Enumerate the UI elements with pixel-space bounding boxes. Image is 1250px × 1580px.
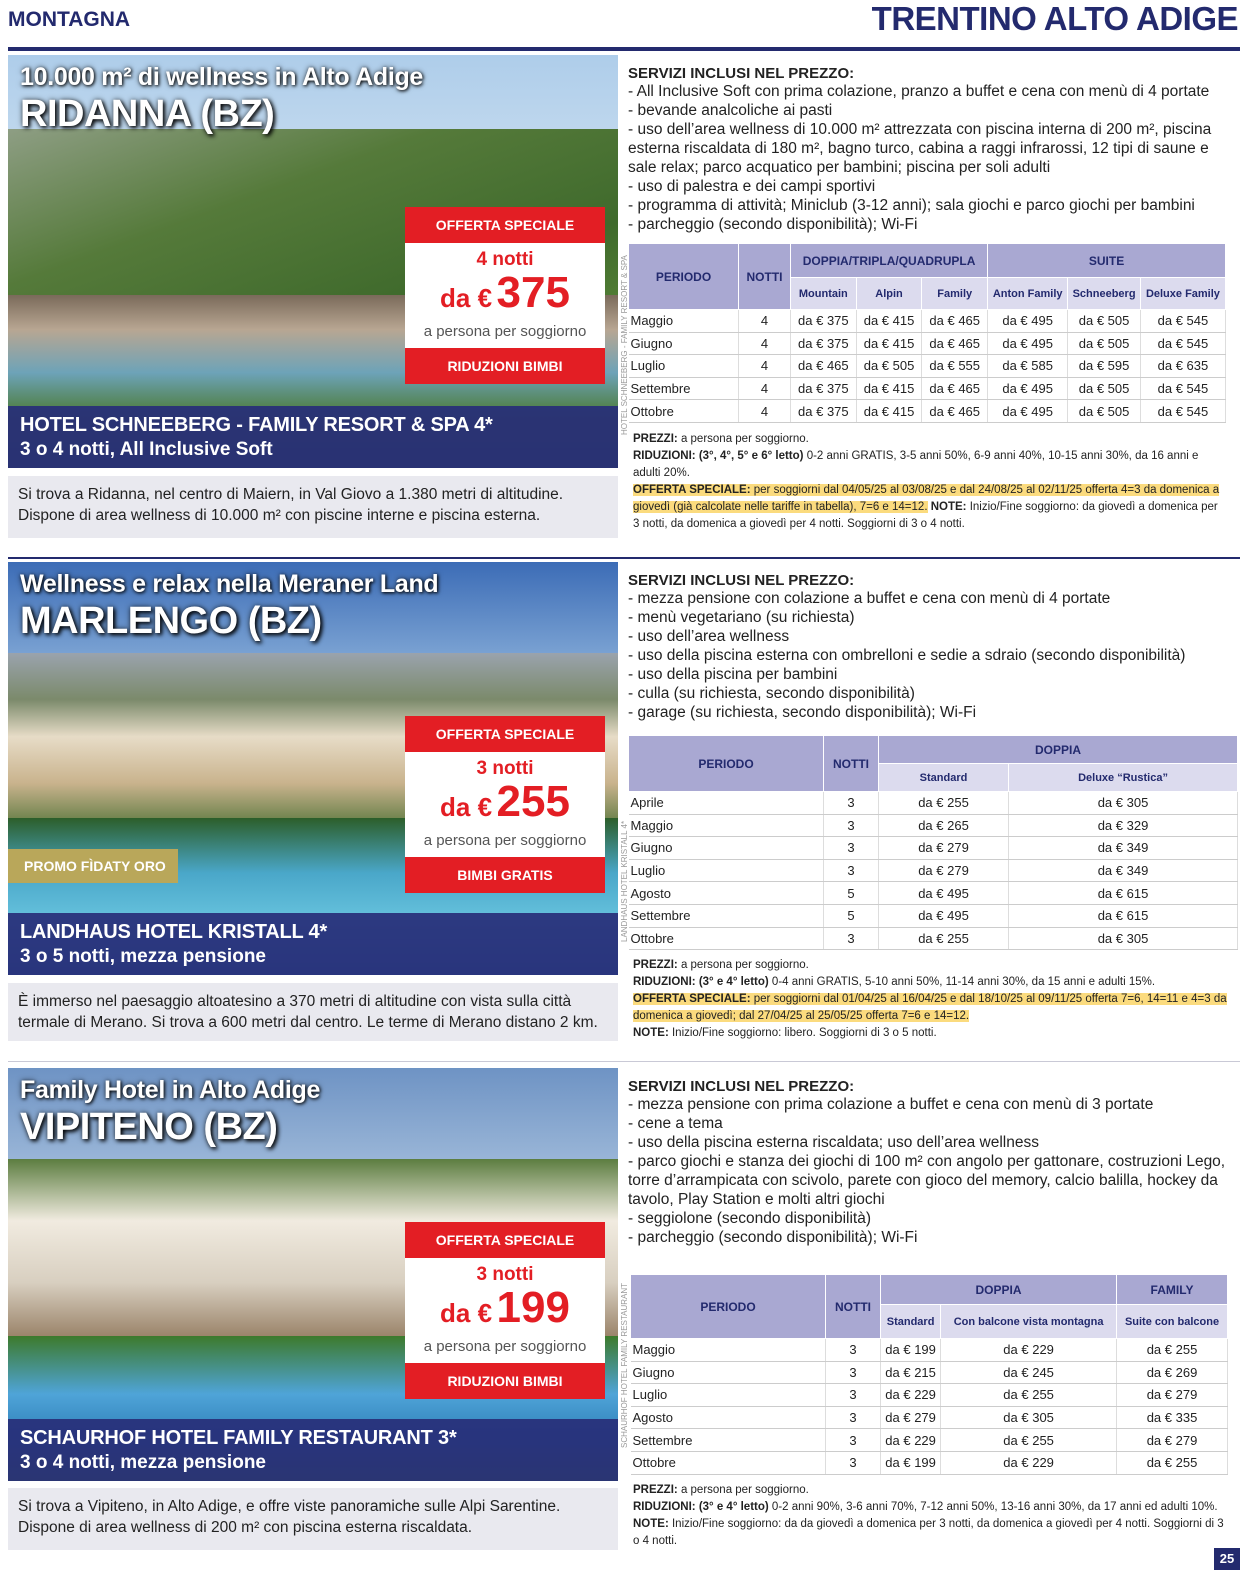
nights-cell: 5 xyxy=(824,882,879,905)
offer-location: MARLENGO (BZ) xyxy=(20,600,322,642)
section-divider xyxy=(8,1061,1240,1062)
offer-badge: RIDUZIONI BIMBI xyxy=(405,1363,605,1399)
nights-cell: 3 xyxy=(824,927,879,950)
hotel-name: HOTEL SCHNEEBERG - FAMILY RESORT & SPA 4* xyxy=(20,414,493,436)
price-cell: da € 545 xyxy=(1140,310,1225,333)
col-group: FAMILY xyxy=(1117,1275,1228,1305)
hotel-title-bar xyxy=(8,913,618,975)
col-sub: Con balcone vista montagna xyxy=(941,1305,1117,1339)
price-rows xyxy=(631,1339,1228,1475)
col-notti: NOTTI xyxy=(824,736,879,792)
offer-vipiteno xyxy=(8,1068,1240,1568)
period-cell: Luglio xyxy=(629,859,824,882)
table-row xyxy=(629,310,1226,333)
col-sub: Suite con balcone xyxy=(1117,1305,1228,1339)
price-notes xyxy=(633,1482,1233,1550)
price-cell: da € 215 xyxy=(881,1361,941,1384)
col-notti: NOTTI xyxy=(739,244,791,310)
table-row xyxy=(629,814,1238,837)
header-rule xyxy=(8,47,1240,51)
services-block xyxy=(628,572,1240,722)
price-cell: da € 265 xyxy=(879,814,1009,837)
period-cell: Agosto xyxy=(629,882,824,905)
price-table xyxy=(628,243,1226,423)
special-offer-label: OFFERTA SPECIALE xyxy=(405,1222,605,1258)
services-list xyxy=(628,589,1240,722)
offer-tagline: Family Hotel in Alto Adige xyxy=(20,1076,321,1104)
price-cell: da € 465 xyxy=(922,400,988,423)
hotel-title-bar xyxy=(8,406,618,468)
price-cell: da € 495 xyxy=(988,310,1068,333)
price-cell: da € 495 xyxy=(879,904,1009,927)
price-subtitle: a persona per soggiorno xyxy=(423,1338,587,1355)
offer-marlengo xyxy=(8,562,1240,1042)
table-row xyxy=(631,1429,1228,1452)
offer-nights: 3 notti xyxy=(476,758,534,779)
price-cell: da € 245 xyxy=(941,1361,1117,1384)
period-cell: Giugno xyxy=(629,332,739,355)
photo-credit: LANDHAUS HOTEL KRISTALL 4* xyxy=(620,820,629,942)
price-rows xyxy=(629,792,1238,950)
table-row xyxy=(631,1361,1228,1384)
price-value: 375 xyxy=(496,268,570,317)
note-prices: PREZZI: a persona per soggiorno. xyxy=(633,433,809,445)
price-cell: da € 255 xyxy=(1117,1451,1228,1474)
period-cell: Luglio xyxy=(629,355,739,378)
nights-cell: 5 xyxy=(824,904,879,927)
price-cell: da € 595 xyxy=(1068,355,1141,378)
price-cell: da € 375 xyxy=(791,377,857,400)
price-cell: da € 545 xyxy=(1140,332,1225,355)
note-reductions: RIDUZIONI: (3° e 4° letto) 0-4 anni GRATIS, 5-10 anni 50%, 11-14 anni 30%, da 15 anni e adulti 15%. xyxy=(633,976,1156,988)
price-cell: da € 199 xyxy=(881,1339,941,1362)
service-item: - parco giochi e stanza dei giochi di 100 m² con angolo per gattonare, costruzioni Lego, torre d’arrampicata con scivolo, parete con gioco del memory, calcio balilla, hockey da tavolo, Play Station e molti altri giochi xyxy=(628,1153,1226,1208)
header-region: TRENTINO ALTO ADIGE xyxy=(871,0,1238,37)
service-item: - uso della piscina esterna riscaldata; uso dell’area wellness xyxy=(628,1134,1039,1151)
col-sub: Deluxe “Rustica” xyxy=(1009,764,1238,792)
service-item: - mezza pensione con prima colazione a buffet e cena con menù di 3 portate xyxy=(628,1096,1154,1113)
price-cell: da € 349 xyxy=(1009,837,1238,860)
price-subtitle: a persona per soggiorno xyxy=(423,832,587,849)
table-row xyxy=(629,377,1226,400)
service-item: - seggiolone (secondo disponibilità) xyxy=(628,1210,871,1227)
price-cell: da € 255 xyxy=(941,1429,1117,1452)
offer-price xyxy=(405,1283,605,1340)
hotel-description: Si trova a Ridanna, nel centro di Maiern, in Val Giovo a 1.380 metri di altitudine. Dispone di area wellness di 10.000 m² con piscine interne e piscina esterna. xyxy=(8,476,618,538)
price-cell: da € 229 xyxy=(941,1451,1117,1474)
table-row xyxy=(629,792,1238,815)
service-item: - parcheggio (secondo disponibilità); Wi-Fi xyxy=(628,1229,918,1246)
note-prices: PREZZI: a persona per soggiorno. xyxy=(633,959,809,971)
price-cell: da € 255 xyxy=(879,792,1009,815)
special-offer-label: OFFERTA SPECIALE xyxy=(405,207,605,243)
offer-nights: 4 notti xyxy=(476,249,534,270)
nights-cell: 4 xyxy=(739,377,791,400)
nights-cell: 4 xyxy=(739,400,791,423)
note-reductions: RIDUZIONI: (3° e 4° letto) 0-2 anni 90%, 3-6 anni 70%, 7-12 anni 50%, 13-16 anni 30%, da 17 anni ed adulti 10%. NOTE: Inizio/Fine soggiorno: da da giovedì a domenica per 3 notti, da domenica a giovedì per 4 notti. Soggiorni di 3 o 4 notti. xyxy=(633,1501,1224,1547)
table-row xyxy=(629,859,1238,882)
price-prefix: da € xyxy=(440,1298,493,1328)
price-cell: da € 465 xyxy=(922,310,988,333)
price-cell: da € 465 xyxy=(922,377,988,400)
nights-cell: 3 xyxy=(826,1339,881,1362)
note-reductions: RIDUZIONI: (3°, 4°, 5° e 6° letto) 0-2 anni GRATIS, 3-5 anni 50%, 6-9 anni 40%, 10-15 anni 30%, da 16 anni e adulti 20%. xyxy=(633,450,1199,479)
col-sub: Standard xyxy=(879,764,1009,792)
hotel-stay: 3 o 4 notti, mezza pensione xyxy=(20,1452,266,1473)
service-item: - All Inclusive Soft con prima colazione, pranzo a buffet e cena con menù di 4 portate xyxy=(628,83,1210,100)
table-row xyxy=(631,1384,1228,1407)
col-group: DOPPIA xyxy=(881,1275,1117,1305)
period-cell: Aprile xyxy=(629,792,824,815)
nights-cell: 3 xyxy=(826,1361,881,1384)
service-item: - parcheggio (secondo disponibilità); Wi-Fi xyxy=(628,216,918,233)
table-row xyxy=(631,1451,1228,1474)
price-notes xyxy=(633,431,1225,533)
hotel-stay: 3 o 5 notti, mezza pensione xyxy=(20,946,266,967)
period-cell: Ottobre xyxy=(631,1451,826,1474)
price-cell: da € 335 xyxy=(1117,1406,1228,1429)
price-cell: da € 465 xyxy=(922,332,988,355)
price-cell: da € 255 xyxy=(1117,1339,1228,1362)
price-cell: da € 279 xyxy=(879,859,1009,882)
price-prefix: da € xyxy=(440,792,493,822)
services-list xyxy=(628,82,1240,234)
service-item: - uso della piscina per bambini xyxy=(628,666,838,683)
hotel-title-bar xyxy=(8,1419,618,1481)
col-group: SUITE xyxy=(988,244,1226,278)
table-row xyxy=(629,927,1238,950)
col-group: DOPPIA/TRIPLA/QUADRUPLA xyxy=(791,244,988,278)
price-cell: da € 615 xyxy=(1009,904,1238,927)
section-divider xyxy=(8,557,1240,559)
service-item: - menù vegetariano (su richiesta) xyxy=(628,609,855,626)
promo-badge: PROMO FÌDATY ORO xyxy=(8,849,178,883)
price-cell: da € 329 xyxy=(1009,814,1238,837)
header-category: MONTAGNA xyxy=(8,8,131,31)
col-periodo: PERIODO xyxy=(629,244,739,310)
nights-cell: 3 xyxy=(824,792,879,815)
price-cell: da € 505 xyxy=(1068,400,1141,423)
offer-location: VIPITENO (BZ) xyxy=(20,1106,278,1148)
table-row xyxy=(631,1406,1228,1429)
hotel-description: Si trova a Vipiteno, in Alto Adige, e offre viste panoramiche sulle Alpi Sarentine. Dispone di area wellness di 200 m² con piscina esterna riscaldata. xyxy=(8,1488,618,1550)
table-row xyxy=(629,332,1226,355)
col-notti: NOTTI xyxy=(826,1275,881,1339)
price-table xyxy=(630,1274,1228,1475)
price-cell: da € 255 xyxy=(879,927,1009,950)
service-item: - cene a tema xyxy=(628,1115,723,1132)
price-cell: da € 585 xyxy=(988,355,1068,378)
table-row xyxy=(629,400,1226,423)
price-cell: da € 229 xyxy=(881,1429,941,1452)
service-item: - mezza pensione con colazione a buffet e cena con menù di 4 portate xyxy=(628,590,1111,607)
period-cell: Agosto xyxy=(631,1406,826,1429)
period-cell: Ottobre xyxy=(629,400,739,423)
offer-badge: BIMBI GRATIS xyxy=(405,857,605,893)
col-sub: Schneeberg xyxy=(1068,278,1141,310)
price-cell: da € 305 xyxy=(941,1406,1117,1429)
note-general: NOTE: Inizio/Fine soggiorno: libero. Soggiorni di 3 o 5 notti. xyxy=(633,1027,937,1039)
period-cell: Maggio xyxy=(631,1339,826,1362)
nights-cell: 3 xyxy=(824,814,879,837)
price-cell: da € 505 xyxy=(1068,377,1141,400)
period-cell: Ottobre xyxy=(629,927,824,950)
offer-tagline: 10.000 m² di wellness in Alto Adige xyxy=(20,63,424,91)
services-title: SERVIZI INCLUSI NEL PREZZO: xyxy=(628,572,855,589)
service-item: - programma di attività; Miniclub (3-12 anni); sala giochi e parco giochi per bambini xyxy=(628,197,1195,214)
price-cell: da € 505 xyxy=(856,355,922,378)
period-cell: Settembre xyxy=(629,377,739,400)
price-cell: da € 305 xyxy=(1009,792,1238,815)
table-row xyxy=(629,904,1238,927)
special-offer-label: OFFERTA SPECIALE xyxy=(405,716,605,752)
photo-credit: SCHAURHOF HOTEL FAMILY RESTAURANT xyxy=(620,1282,629,1448)
price-subtitle: a persona per soggiorno xyxy=(423,323,587,340)
price-cell: da € 255 xyxy=(941,1384,1117,1407)
table-row xyxy=(631,1339,1228,1362)
price-cell: da € 279 xyxy=(1117,1384,1228,1407)
price-cell: da € 269 xyxy=(1117,1361,1228,1384)
hotel-description: È immerso nel paesaggio altoatesino a 370 metri di altitudine con vista sulla città termale di Merano. Si trova a 600 metri dal centro. Le terme di Merano distano 2 km. xyxy=(8,983,618,1041)
period-cell: Maggio xyxy=(629,310,739,333)
service-item: - uso dell’area wellness xyxy=(628,628,790,645)
col-sub: Standard xyxy=(881,1305,941,1339)
price-cell: da € 415 xyxy=(856,332,922,355)
price-cell: da € 495 xyxy=(879,882,1009,905)
hotel-stay: 3 o 4 notti, All Inclusive Soft xyxy=(20,439,273,460)
nights-cell: 3 xyxy=(826,1406,881,1429)
price-cell: da € 555 xyxy=(922,355,988,378)
price-box xyxy=(405,1222,605,1390)
col-sub: Family xyxy=(922,278,988,310)
hotel-name: SCHAURHOF HOTEL FAMILY RESTAURANT 3* xyxy=(20,1427,457,1449)
col-sub: Deluxe Family xyxy=(1140,278,1225,310)
price-cell: da € 375 xyxy=(791,400,857,423)
note-prices: PREZZI: a persona per soggiorno. xyxy=(633,1484,809,1496)
nights-cell: 4 xyxy=(739,310,791,333)
nights-cell: 3 xyxy=(824,837,879,860)
nights-cell: 3 xyxy=(826,1451,881,1474)
services-title: SERVIZI INCLUSI NEL PREZZO: xyxy=(628,1078,855,1095)
nights-cell: 3 xyxy=(826,1429,881,1452)
price-box xyxy=(405,207,605,375)
period-cell: Luglio xyxy=(631,1384,826,1407)
price-cell: da € 415 xyxy=(856,400,922,423)
price-cell: da € 505 xyxy=(1068,310,1141,333)
price-cell: da € 495 xyxy=(988,400,1068,423)
offer-price xyxy=(405,777,605,834)
price-cell: da € 279 xyxy=(881,1406,941,1429)
price-cell: da € 545 xyxy=(1140,377,1225,400)
price-cell: da € 229 xyxy=(881,1384,941,1407)
price-cell: da € 229 xyxy=(941,1339,1117,1362)
price-cell: da € 199 xyxy=(881,1451,941,1474)
price-cell: da € 495 xyxy=(988,377,1068,400)
services-list xyxy=(628,1095,1240,1247)
price-cell: da € 305 xyxy=(1009,927,1238,950)
col-group: DOPPIA xyxy=(879,736,1238,764)
services-title: SERVIZI INCLUSI NEL PREZZO: xyxy=(628,65,855,82)
price-cell: da € 615 xyxy=(1009,882,1238,905)
col-sub: Alpin xyxy=(856,278,922,310)
offer-nights: 3 notti xyxy=(476,1264,534,1285)
service-item: - uso dell’area wellness di 10.000 m² attrezzata con piscina interna di 200 m², piscina esterna riscaldata di 180 m², bagno turco, cabina a raggi infrarossi, 12 tipi di saune e sale relax; parco acquatico per bambini; piscina per soli adulti xyxy=(628,121,1212,176)
price-cell: da € 635 xyxy=(1140,355,1225,378)
photo-credit: HOTEL SCHNEEBERG - FAMILY RESORT & SPA xyxy=(620,255,629,435)
price-value: 199 xyxy=(496,1283,570,1332)
price-value: 255 xyxy=(496,777,570,826)
col-sub: Anton Family xyxy=(988,278,1068,310)
col-periodo: PERIODO xyxy=(631,1275,826,1339)
price-cell: da € 279 xyxy=(1117,1429,1228,1452)
price-box xyxy=(405,716,605,884)
hotel-name: LANDHAUS HOTEL KRISTALL 4* xyxy=(20,921,328,943)
price-cell: da € 415 xyxy=(856,377,922,400)
service-item: - uso della piscina esterna con ombrelloni e sedie a sdraio (secondo disponibilità) xyxy=(628,647,1186,664)
price-cell: da € 545 xyxy=(1140,400,1225,423)
services-block xyxy=(628,65,1240,234)
period-cell: Maggio xyxy=(629,814,824,837)
offer-price xyxy=(405,268,605,325)
nights-cell: 4 xyxy=(739,332,791,355)
service-item: - uso di palestra e dei campi sportivi xyxy=(628,178,876,195)
price-rows xyxy=(629,310,1226,423)
period-cell: Settembre xyxy=(631,1429,826,1452)
price-notes xyxy=(633,957,1233,1042)
price-cell: da € 375 xyxy=(791,332,857,355)
period-cell: Giugno xyxy=(631,1361,826,1384)
price-cell: da € 375 xyxy=(791,310,857,333)
col-periodo: PERIODO xyxy=(629,736,824,792)
table-row xyxy=(629,882,1238,905)
table-row xyxy=(629,355,1226,378)
nights-cell: 3 xyxy=(826,1384,881,1407)
period-cell: Settembre xyxy=(629,904,824,927)
offer-ridanna xyxy=(8,55,1240,540)
price-table xyxy=(628,735,1238,950)
service-item: - garage (su richiesta, secondo disponibilità); Wi-Fi xyxy=(628,704,977,721)
offer-location: RIDANNA (BZ) xyxy=(20,93,275,135)
price-cell: da € 495 xyxy=(988,332,1068,355)
services-block xyxy=(628,1078,1240,1247)
table-row xyxy=(629,837,1238,860)
nights-cell: 4 xyxy=(739,355,791,378)
offer-badge: RIDUZIONI BIMBI xyxy=(405,348,605,384)
price-prefix: da € xyxy=(440,283,493,313)
service-item: - culla (su richiesta, secondo disponibilità) xyxy=(628,685,915,702)
price-cell: da € 505 xyxy=(1068,332,1141,355)
price-cell: da € 279 xyxy=(879,837,1009,860)
period-cell: Giugno xyxy=(629,837,824,860)
offer-tagline: Wellness e relax nella Meraner Land xyxy=(20,570,439,598)
page-number: 25 xyxy=(1214,1548,1240,1570)
price-cell: da € 349 xyxy=(1009,859,1238,882)
nights-cell: 3 xyxy=(824,859,879,882)
note-special-offer: OFFERTA SPECIALE: per soggiorni dal 04/05/25 al 03/08/25 e dal 24/08/25 al 02/11/25 offerta 4=3 da domenica a giovedì (già calcolate nelle tariffe in tabella), 7=6 e 14=12. NOTE: Inizio/Fine soggiorno: da giovedì a domenica per 3 notti, da domenica a giovedì per 4 notti. Soggiorni di 3 o 4 notti. xyxy=(633,484,1220,530)
note-special-offer: OFFERTA SPECIALE: per soggiorni dal 01/04/25 al 16/04/25 e dal 18/10/25 al 09/11/25 offerta 7=6, 14=11 e 4=3 da domenica a giovedì; dal 27/04/25 al 25/05/25 offerta 7=6 e 14=12. xyxy=(633,993,1227,1022)
service-item: - bevande analcoliche ai pasti xyxy=(628,102,833,119)
col-sub: Mountain xyxy=(791,278,857,310)
price-cell: da € 465 xyxy=(791,355,857,378)
price-cell: da € 415 xyxy=(856,310,922,333)
